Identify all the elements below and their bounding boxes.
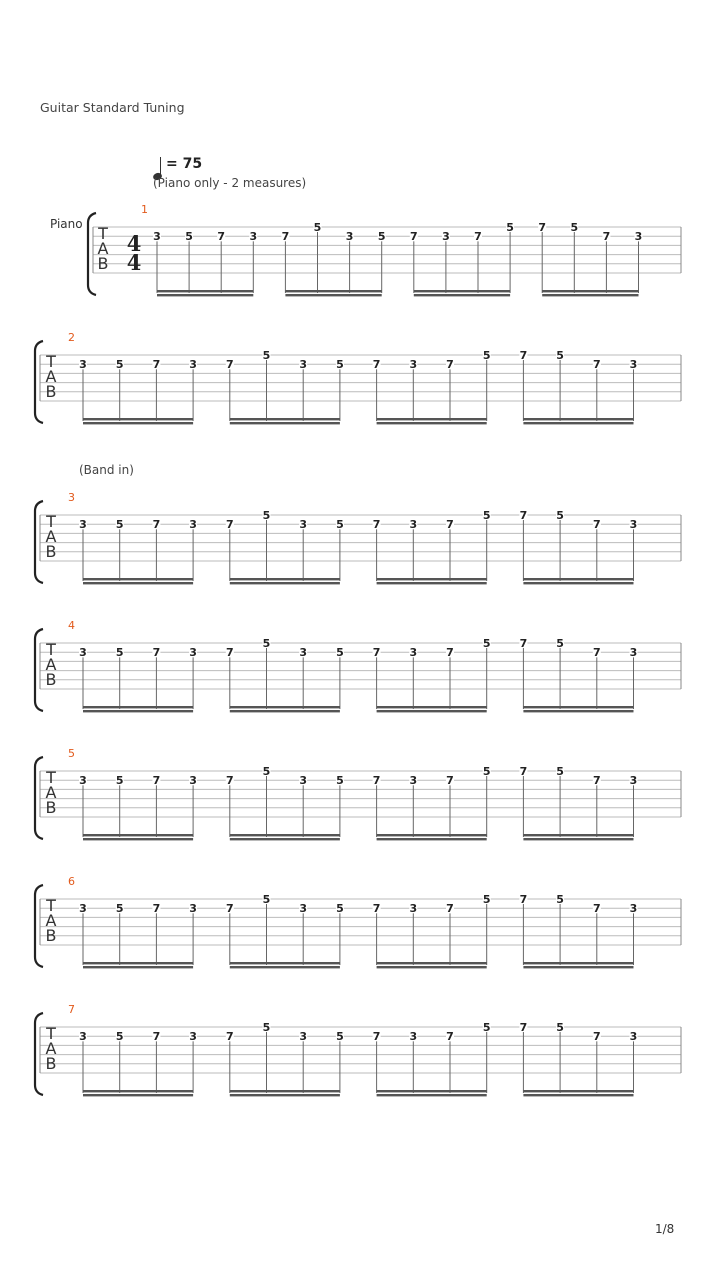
fret-number: 5 — [336, 646, 344, 660]
fret-number: 5 — [506, 221, 514, 234]
note-beam — [83, 838, 193, 840]
fret-number: 7 — [152, 646, 161, 660]
fret-number: 3 — [79, 646, 87, 660]
tab-clef-letter: T — [46, 896, 56, 915]
fret-number: 7 — [409, 230, 418, 244]
fret-number: 7 — [225, 774, 234, 788]
fret-number: 3 — [629, 518, 638, 532]
fret-number: 3 — [409, 646, 418, 660]
fret-number: 7 — [519, 765, 528, 778]
tab-clef-letter: B — [45, 1054, 57, 1073]
note-beam — [230, 582, 340, 584]
fret-number: 3 — [409, 518, 418, 532]
fret-number: 7 — [519, 637, 528, 650]
fret-number: 7 — [446, 518, 454, 532]
fret-number: 7 — [446, 774, 454, 788]
note-beam — [377, 1094, 487, 1096]
fret-number: 3 — [409, 902, 418, 916]
tempo-note: (Piano only - 2 measures) — [153, 176, 307, 190]
tab-staff — [0, 197, 720, 307]
note-beam — [377, 578, 487, 580]
measure-number: 1 — [141, 203, 148, 216]
fret-number: 7 — [372, 358, 381, 372]
fret-number: 3 — [249, 230, 258, 244]
tab-clef-letter: T — [46, 768, 56, 787]
tab-clef-letter: A — [97, 239, 109, 258]
fret-number: 5 — [115, 646, 124, 660]
note-beam — [414, 294, 510, 296]
fret-number: 7 — [446, 358, 454, 372]
note-beam — [83, 582, 193, 584]
fret-number: 5 — [556, 637, 564, 650]
fret-number: 3 — [189, 1030, 197, 1044]
measure-number: 2 — [68, 331, 75, 344]
fret-number: 7 — [592, 1030, 601, 1044]
fret-number: 3 — [629, 774, 638, 788]
fret-number: 7 — [372, 774, 381, 788]
fret-number: 3 — [189, 774, 197, 788]
tab-staff — [0, 485, 720, 595]
note-beam — [83, 422, 193, 424]
tab-clef-letter: A — [45, 1039, 57, 1058]
note-beam — [523, 838, 633, 840]
note-beam — [83, 834, 193, 836]
fret-number: 7 — [446, 902, 454, 916]
fret-number: 5 — [185, 230, 193, 244]
fret-number: 3 — [79, 902, 87, 916]
tab-clef-letter: B — [97, 254, 109, 273]
tempo-value: = 75 — [166, 156, 203, 172]
fret-number: 5 — [336, 774, 344, 788]
note-beam — [523, 578, 633, 580]
measure-number: 3 — [68, 491, 75, 504]
fret-number: 5 — [556, 509, 564, 522]
fret-number: 5 — [482, 893, 491, 906]
tab-clef-letter: B — [45, 798, 57, 817]
fret-number: 7 — [225, 358, 234, 372]
note-beam — [285, 294, 381, 296]
tab-system — [0, 485, 720, 595]
fret-number: 5 — [556, 765, 564, 778]
fret-number: 3 — [629, 358, 638, 372]
fret-number: 7 — [281, 230, 290, 244]
note-beam — [230, 418, 340, 420]
fret-number: 3 — [189, 902, 197, 916]
note-beam — [377, 1090, 487, 1092]
fret-number: 5 — [115, 518, 124, 532]
measure-number: 5 — [68, 747, 75, 760]
band-in-annotation: (Band in) — [79, 463, 134, 477]
note-beam — [377, 418, 487, 420]
fret-number: 7 — [225, 902, 234, 916]
fret-number: 5 — [556, 349, 564, 362]
note-beam — [377, 834, 487, 836]
fret-number: 7 — [225, 518, 234, 532]
fret-number: 7 — [519, 509, 528, 522]
note-beam — [414, 290, 510, 292]
tab-system — [0, 869, 720, 979]
time-signature-denominator: 4 — [126, 250, 142, 275]
tab-clef-letter: A — [45, 783, 57, 802]
fret-number: 5 — [336, 1030, 344, 1044]
staff-bracket — [35, 885, 43, 967]
note-beam — [230, 962, 340, 964]
measure-number: 7 — [68, 1003, 75, 1016]
tab-staff — [0, 325, 720, 435]
tab-system — [0, 197, 720, 307]
tab-clef-letter: T — [46, 512, 56, 531]
fret-number: 5 — [262, 1021, 271, 1034]
tab-clef-letter: A — [45, 911, 57, 930]
fret-number: 3 — [79, 358, 87, 372]
fret-number: 5 — [482, 349, 491, 362]
tab-clef-letter: B — [45, 382, 57, 401]
note-beam — [230, 710, 340, 712]
note-beam — [523, 706, 633, 708]
fret-number: 3 — [629, 1030, 638, 1044]
instrument-label: Piano — [50, 217, 83, 231]
note-beam — [230, 838, 340, 840]
fret-number: 7 — [372, 518, 381, 532]
note-beam — [523, 710, 633, 712]
page-number: 1/8 — [655, 1222, 675, 1236]
fret-number: 3 — [189, 358, 197, 372]
fret-number: 7 — [372, 1030, 381, 1044]
fret-number: 5 — [262, 765, 271, 778]
note-beam — [83, 710, 193, 712]
fret-number: 5 — [482, 1021, 491, 1034]
measure-number: 6 — [68, 875, 75, 888]
note-beam — [377, 706, 487, 708]
fret-number: 5 — [556, 893, 564, 906]
fret-number: 7 — [446, 646, 454, 660]
note-beam — [542, 294, 638, 296]
time-signature-numerator: 4 — [126, 231, 142, 256]
fret-number: 7 — [225, 646, 234, 660]
fret-number: 3 — [299, 646, 308, 660]
tab-system — [0, 741, 720, 851]
fret-number: 5 — [556, 1021, 564, 1034]
note-beam — [83, 1094, 193, 1096]
fret-number: 3 — [79, 774, 87, 788]
note-beam — [523, 834, 633, 836]
fret-number: 3 — [634, 230, 643, 244]
note-beam — [523, 1094, 633, 1096]
note-beam — [377, 966, 487, 968]
note-beam — [285, 290, 381, 292]
note-beam — [230, 706, 340, 708]
tab-clef-letter: B — [45, 926, 57, 945]
fret-number: 3 — [79, 1030, 87, 1044]
note-beam — [377, 838, 487, 840]
note-beam — [230, 966, 340, 968]
tab-clef-letter: A — [45, 655, 57, 674]
fret-number: 5 — [570, 221, 579, 234]
fret-number: 5 — [262, 509, 271, 522]
note-beam — [230, 1090, 340, 1092]
fret-number: 5 — [482, 765, 491, 778]
fret-number: 5 — [262, 893, 271, 906]
tab-clef-letter: B — [45, 542, 57, 561]
note-beam — [83, 1090, 193, 1092]
note-beam — [230, 1094, 340, 1096]
fret-number: 5 — [262, 637, 271, 650]
tempo-marking — [150, 156, 350, 196]
fret-number: 7 — [446, 1030, 454, 1044]
fret-number: 3 — [299, 1030, 308, 1044]
note-beam — [83, 962, 193, 964]
tab-clef-letter: A — [45, 367, 57, 386]
fret-number: 3 — [299, 518, 308, 532]
tab-clef-letter: T — [98, 224, 108, 243]
fret-number: 3 — [409, 774, 418, 788]
fret-number: 7 — [519, 893, 528, 906]
fret-number: 7 — [152, 1030, 161, 1044]
note-beam — [523, 962, 633, 964]
tab-clef-letter: T — [46, 352, 56, 371]
note-beam — [377, 422, 487, 424]
note-beam — [523, 422, 633, 424]
fret-number: 5 — [115, 358, 124, 372]
tab-clef-letter: B — [45, 670, 57, 689]
fret-number: 7 — [592, 646, 601, 660]
staff-bracket — [35, 757, 43, 839]
fret-number: 3 — [299, 902, 308, 916]
fret-number: 7 — [592, 358, 601, 372]
staff-bracket — [35, 501, 43, 583]
note-beam — [523, 966, 633, 968]
fret-number: 3 — [299, 774, 308, 788]
staff-bracket — [35, 629, 43, 711]
fret-number: 3 — [409, 358, 418, 372]
fret-number: 3 — [629, 646, 638, 660]
fret-number: 3 — [409, 1030, 418, 1044]
staff-bracket — [35, 341, 43, 423]
fret-number: 7 — [519, 1021, 528, 1034]
fret-number: 3 — [345, 230, 354, 244]
fret-number: 7 — [474, 230, 482, 244]
note-beam — [83, 966, 193, 968]
note-beam — [377, 582, 487, 584]
staff-bracket — [35, 1013, 43, 1095]
tab-system — [0, 613, 720, 723]
note-beam — [523, 582, 633, 584]
tab-staff — [0, 869, 720, 979]
fret-number: 7 — [152, 774, 161, 788]
note-beam — [157, 290, 253, 292]
tab-staff — [0, 741, 720, 851]
fret-number: 3 — [189, 518, 197, 532]
fret-number: 7 — [592, 774, 601, 788]
fret-number: 7 — [592, 902, 601, 916]
note-beam — [523, 418, 633, 420]
fret-number: 7 — [372, 902, 381, 916]
fret-number: 5 — [336, 902, 344, 916]
fret-number: 3 — [299, 358, 308, 372]
staff-bracket — [88, 213, 96, 295]
fret-number: 3 — [153, 230, 161, 244]
tab-system — [0, 997, 720, 1107]
note-beam — [377, 710, 487, 712]
fret-number: 7 — [152, 358, 161, 372]
note-beam — [230, 834, 340, 836]
fret-number: 5 — [115, 902, 124, 916]
note-beam — [377, 962, 487, 964]
note-beam — [523, 1090, 633, 1092]
fret-number: 5 — [336, 518, 344, 532]
fret-number: 5 — [377, 230, 386, 244]
fret-number: 7 — [538, 221, 547, 234]
fret-number: 7 — [592, 518, 601, 532]
tab-system — [0, 325, 720, 435]
note-beam — [83, 578, 193, 580]
fret-number: 7 — [152, 518, 161, 532]
fret-number: 5 — [336, 358, 344, 372]
fret-number: 5 — [482, 637, 491, 650]
tuning-label: Guitar Standard Tuning — [40, 100, 185, 115]
fret-number: 5 — [313, 221, 322, 234]
measure-number: 4 — [68, 619, 75, 632]
fret-number: 7 — [372, 646, 381, 660]
tab-staff — [0, 997, 720, 1107]
note-beam — [83, 418, 193, 420]
note-beam — [157, 294, 253, 296]
tab-clef-letter: T — [46, 1024, 56, 1043]
tab-clef-letter: A — [45, 527, 57, 546]
fret-number: 5 — [262, 349, 271, 362]
note-beam — [83, 706, 193, 708]
fret-number: 7 — [152, 902, 161, 916]
fret-number: 3 — [79, 518, 87, 532]
tab-staff — [0, 613, 720, 723]
note-beam — [230, 578, 340, 580]
tab-clef-letter: T — [46, 640, 56, 659]
fret-number: 3 — [442, 230, 450, 244]
fret-number: 3 — [189, 646, 197, 660]
fret-number: 5 — [115, 1030, 124, 1044]
fret-number: 3 — [629, 902, 638, 916]
fret-number: 7 — [519, 349, 528, 362]
note-beam — [542, 290, 638, 292]
fret-number: 5 — [115, 774, 124, 788]
note-beam — [230, 422, 340, 424]
fret-number: 7 — [602, 230, 611, 244]
fret-number: 7 — [217, 230, 226, 244]
fret-number: 7 — [225, 1030, 234, 1044]
fret-number: 5 — [482, 509, 491, 522]
